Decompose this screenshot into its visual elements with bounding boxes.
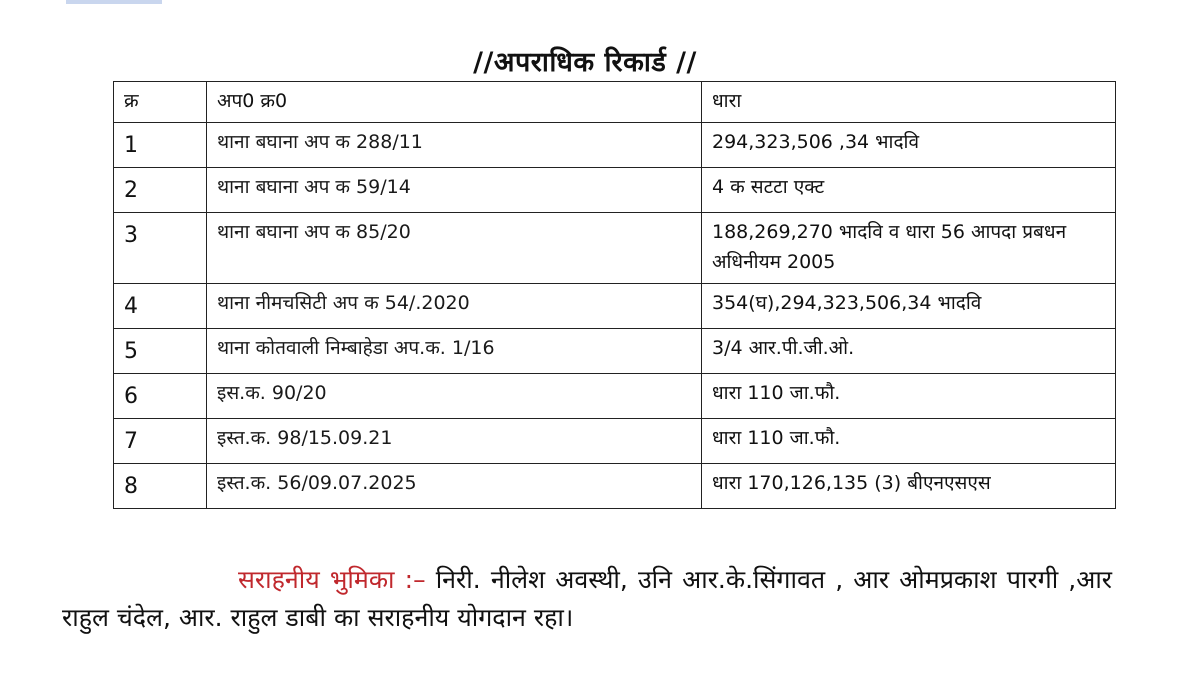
- header-case-number: अप0 क्र0: [207, 82, 702, 123]
- table-row: [114, 123, 1116, 168]
- header-serial: क्र: [114, 82, 207, 123]
- row-section: 4 क सटटा एक्ट: [702, 168, 1116, 213]
- row-serial: 5: [114, 329, 207, 374]
- row-section: 188,269,270 भादवि व धारा 56 आपदा प्रबधन अधिनीयम 2005: [702, 213, 1116, 284]
- table-header-row: [114, 82, 1116, 123]
- row-case: इस.क. 90/20: [207, 374, 702, 419]
- table-row: [114, 374, 1116, 419]
- row-serial: 7: [114, 419, 207, 464]
- row-serial: 6: [114, 374, 207, 419]
- row-serial: 1: [114, 123, 207, 168]
- criminal-record-table: [113, 81, 1116, 509]
- table-row: [114, 419, 1116, 464]
- row-case: थाना कोतवाली निम्बाहेडा अप.क. 1/16: [207, 329, 702, 374]
- row-serial: 2: [114, 168, 207, 213]
- table-row: [114, 464, 1116, 509]
- row-case: थाना बघाना अप क 85/20: [207, 213, 702, 284]
- row-case: इस्त.क. 56/09.07.2025: [207, 464, 702, 509]
- header-section: धारा: [702, 82, 1116, 123]
- table-row: [114, 284, 1116, 329]
- table-row: [114, 329, 1116, 374]
- commendation-text: निरी. नीलेश अवस्थी, उनि आर.के.सिंगावत , आर ओमप्रकाश पारगी ,आर राहुल चंदेल, आर. राहुल डाबी का सराहनीय योगदान रहा।: [62, 565, 1113, 632]
- row-case: इस्त.क. 98/15.09.21: [207, 419, 702, 464]
- row-section: 294,323,506 ,34 भादवि: [702, 123, 1116, 168]
- table-row: [114, 213, 1116, 284]
- document-title: //अपराधिक रिकार्ड //: [473, 47, 697, 78]
- row-serial: 4: [114, 284, 207, 329]
- row-serial: 3: [114, 213, 207, 284]
- row-section: धारा 170,126,135 (3) बीएनएसएस: [702, 464, 1116, 509]
- row-serial: 8: [114, 464, 207, 509]
- row-section: धारा 110 जा.फौ.: [702, 419, 1116, 464]
- table-row: [114, 168, 1116, 213]
- row-section: 3/4 आर.पी.जी.ओ.: [702, 329, 1116, 374]
- row-section: 354(घ),294,323,506,34 भादवि: [702, 284, 1116, 329]
- top-decorative-bar: [66, 0, 162, 4]
- row-section: धारा 110 जा.फौ.: [702, 374, 1116, 419]
- row-case: थाना बघाना अप क 59/14: [207, 168, 702, 213]
- row-case: थाना बघाना अप क 288/11: [207, 123, 702, 168]
- row-case: थाना नीमचसिटी अप क 54/.2020: [207, 284, 702, 329]
- commendation-paragraph: [62, 561, 1112, 637]
- commendation-label: सराहनीय भुमिका :–: [238, 565, 426, 594]
